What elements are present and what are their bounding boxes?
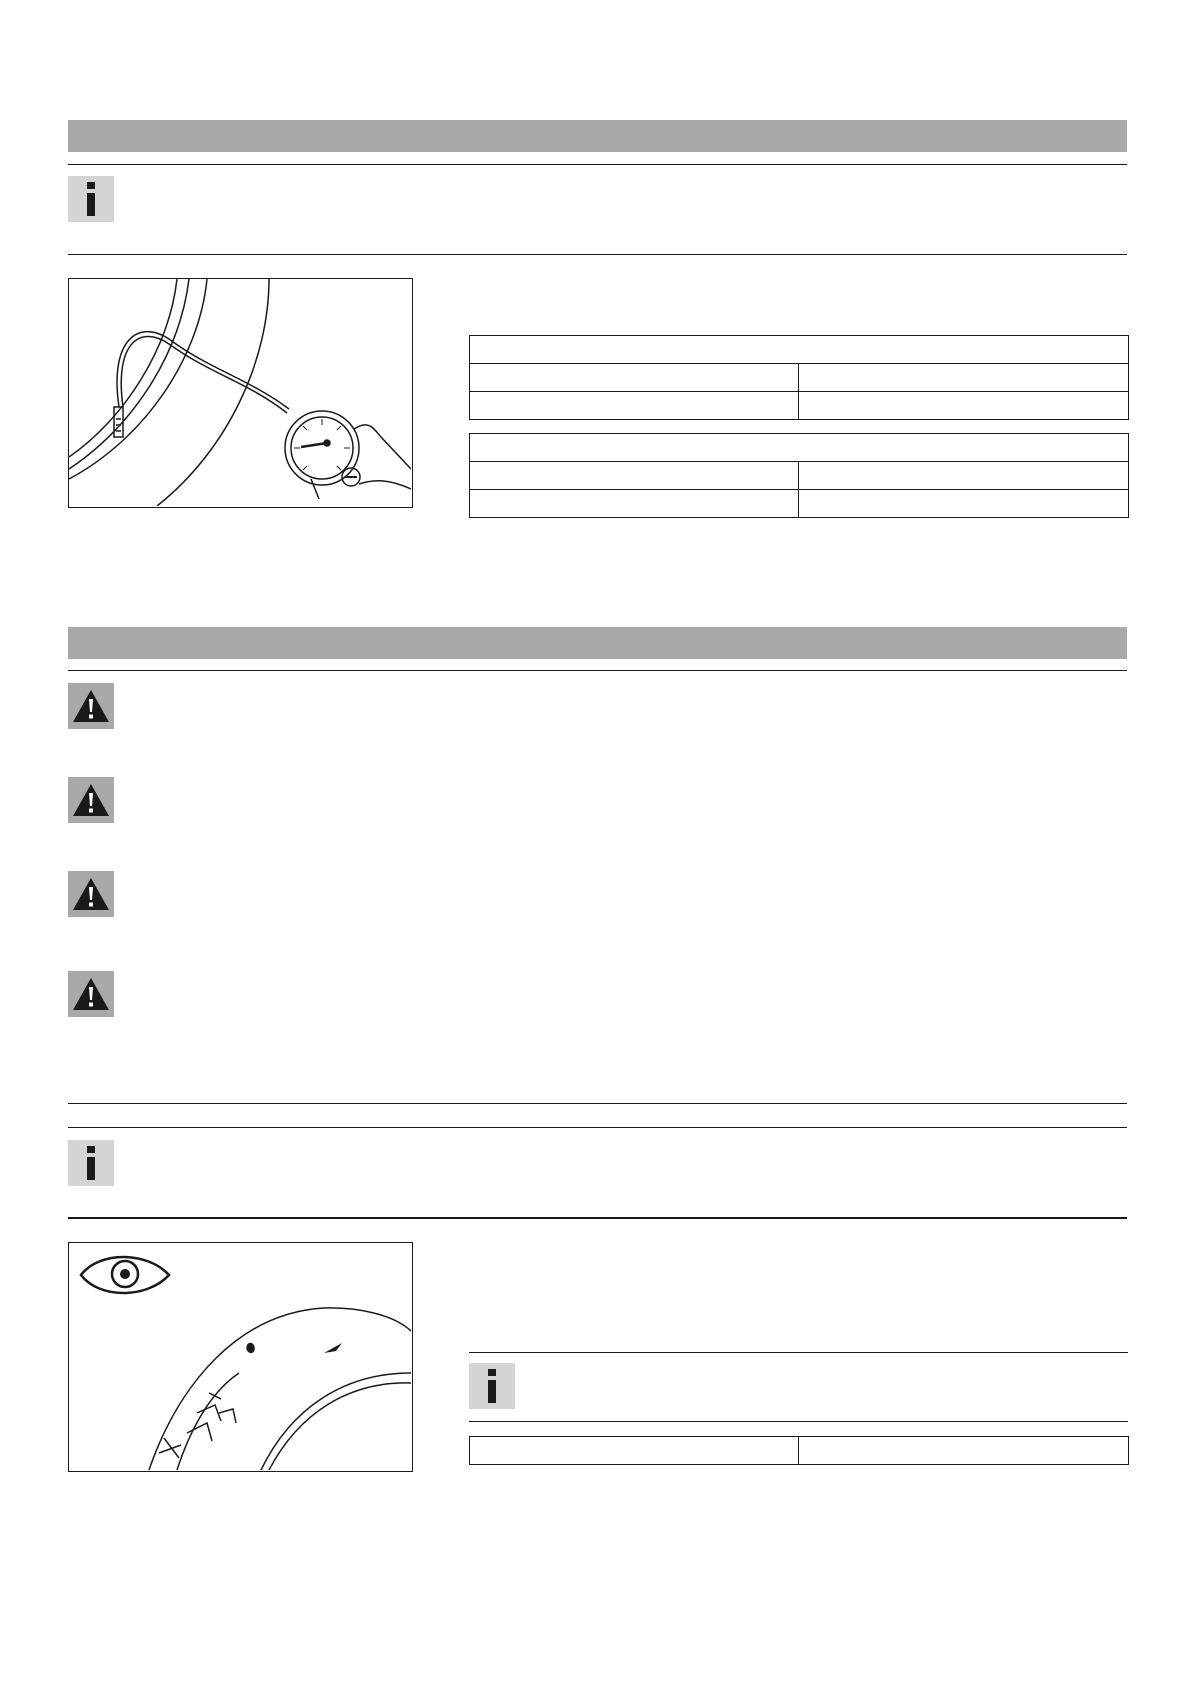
table-cell-value	[799, 364, 1129, 392]
warning-icon	[68, 777, 114, 823]
table-cell-label	[470, 462, 799, 490]
figure-tire-pressure-gauge	[68, 278, 413, 508]
table-cell-value	[799, 392, 1129, 420]
info-icon	[68, 1140, 114, 1186]
table-header-row	[470, 336, 1129, 364]
table-header-cell	[470, 434, 1129, 462]
table-cell-label	[470, 1437, 799, 1465]
warning-icon	[68, 683, 114, 729]
table-header-cell	[470, 336, 1129, 364]
section-header-tire-pressure	[68, 120, 1127, 152]
info-icon	[469, 1363, 515, 1409]
pressure-table-1	[469, 335, 1129, 420]
divider	[68, 1103, 1127, 1104]
table-cell-value	[799, 1437, 1129, 1465]
pressure-table-2	[469, 433, 1129, 518]
table-cell-label	[470, 364, 799, 392]
table-row	[470, 392, 1129, 420]
table-cell-label	[470, 490, 799, 518]
tread-depth-table	[469, 1436, 1129, 1465]
divider	[469, 1352, 1128, 1353]
table-cell-value	[799, 490, 1129, 518]
table-header-row	[470, 434, 1129, 462]
table-row	[470, 462, 1129, 490]
table-row	[470, 490, 1129, 518]
info-icon	[68, 176, 114, 222]
figure-tread-inspection	[68, 1242, 413, 1472]
divider	[68, 254, 1127, 255]
warning-icon	[68, 971, 114, 1017]
table-row	[470, 1437, 1129, 1465]
section-header-tire-condition	[68, 627, 1127, 659]
table-cell-value	[799, 462, 1129, 490]
divider	[469, 1421, 1128, 1422]
divider	[68, 670, 1127, 671]
warning-icon	[68, 871, 114, 917]
table-cell-label	[470, 392, 799, 420]
divider	[68, 1217, 1127, 1219]
divider	[68, 1127, 1127, 1128]
table-row	[470, 364, 1129, 392]
divider	[68, 164, 1127, 165]
